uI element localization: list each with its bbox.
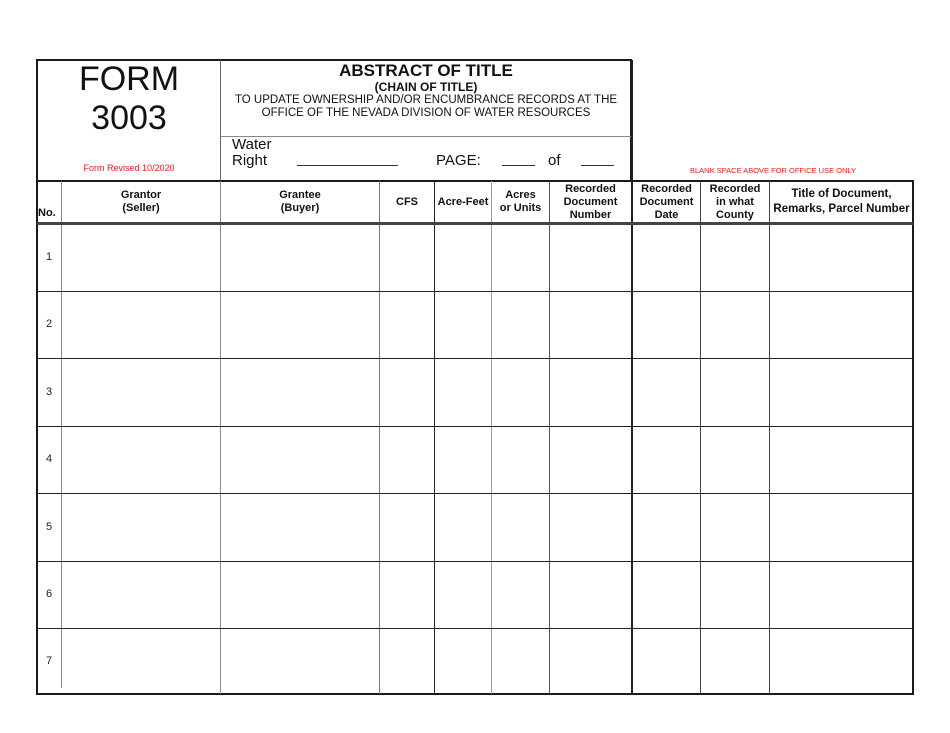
header-text: Recorded [565, 182, 616, 195]
column-divider [769, 181, 770, 694]
header-text: Grantor [120, 189, 162, 201]
column-header-acre-feet [435, 181, 491, 223]
column-header-grantor [62, 181, 220, 223]
row-number: 4 [45, 453, 53, 465]
column-divider [379, 181, 380, 694]
row-divider [37, 426, 913, 427]
form-subtitle: (CHAIN OF TITLE) [374, 80, 478, 94]
row-divider [37, 628, 913, 629]
column-divider [220, 181, 221, 694]
form-title: ABSTRACT OF TITLE [339, 61, 513, 80]
row-divider [37, 358, 913, 359]
form-number [38, 60, 220, 138]
form-description-line1: TO UPDATE OWNERSHIP AND/OR ENCUMBRANCE RECORDS AT THE [234, 94, 618, 106]
header-text: Title of Document, [791, 188, 892, 200]
page-label: PAGE: [436, 152, 481, 169]
water-right-label-line1: Water [232, 136, 272, 153]
header-text: Remarks, Parcel Number [773, 203, 910, 215]
header-separator [37, 222, 913, 225]
column-header-grantee [221, 181, 379, 223]
column-divider [434, 181, 435, 694]
row-number: 5 [45, 521, 53, 533]
header-text: Recorded [641, 182, 692, 195]
form-title-block [221, 61, 631, 120]
office-use-note: BLANK SPACE ABOVE FOR OFFICE USE ONLY [690, 166, 857, 175]
row-number: 1 [45, 251, 53, 263]
header-text: Grantee [279, 189, 321, 201]
abstract-table [36, 180, 914, 695]
form-number-value: 3003 [91, 99, 167, 137]
header-text: Number [569, 208, 612, 221]
column-divider [700, 181, 701, 694]
page-number-field[interactable] [502, 165, 535, 166]
row-divider [37, 291, 913, 292]
column-divider [549, 181, 550, 694]
row-number: 6 [45, 588, 53, 600]
header-divider-horizontal [221, 136, 631, 137]
header-text: Acre-Feet [437, 195, 489, 208]
water-right-field[interactable] [297, 165, 398, 166]
column-header-recorded-doc-number [550, 181, 631, 223]
form-label: FORM [78, 60, 180, 98]
column-header-acres-units [492, 181, 549, 223]
row-divider [37, 493, 913, 494]
header-text: CFS [396, 195, 418, 208]
column-header-cfs [380, 181, 434, 223]
header-text: or Units [499, 202, 542, 214]
column-divider [491, 181, 492, 694]
header-text: Acres [505, 189, 536, 201]
water-right-label [232, 137, 271, 169]
header-text: Recorded [709, 182, 761, 195]
header-text: in what [716, 195, 754, 208]
header-text: (Buyer) [280, 202, 320, 214]
column-header-recorded-doc-date [633, 181, 700, 223]
form-revised-date: Form Revised 10/2020 [83, 163, 175, 173]
column-header-no: No. [38, 207, 56, 219]
form-description-line2: OFFICE OF THE NEVADA DIVISION OF WATER RESOURCES [261, 107, 591, 119]
column-header-title-remarks [770, 181, 913, 223]
of-label: of [548, 152, 561, 169]
header-text: (Seller) [122, 202, 160, 214]
row-divider [37, 561, 913, 562]
row-number: 7 [45, 655, 53, 667]
header-text: Document [639, 195, 694, 208]
row-number: 2 [45, 318, 53, 330]
water-right-label-line2: Right [232, 152, 268, 169]
column-divider [631, 60, 633, 694]
column-divider [61, 181, 62, 688]
header-text: Date [654, 208, 679, 221]
header-text: Document [563, 195, 618, 208]
row-number: 3 [45, 386, 53, 398]
column-header-recorded-county [701, 181, 769, 223]
total-pages-field[interactable] [581, 165, 614, 166]
header-text: County [716, 208, 754, 221]
